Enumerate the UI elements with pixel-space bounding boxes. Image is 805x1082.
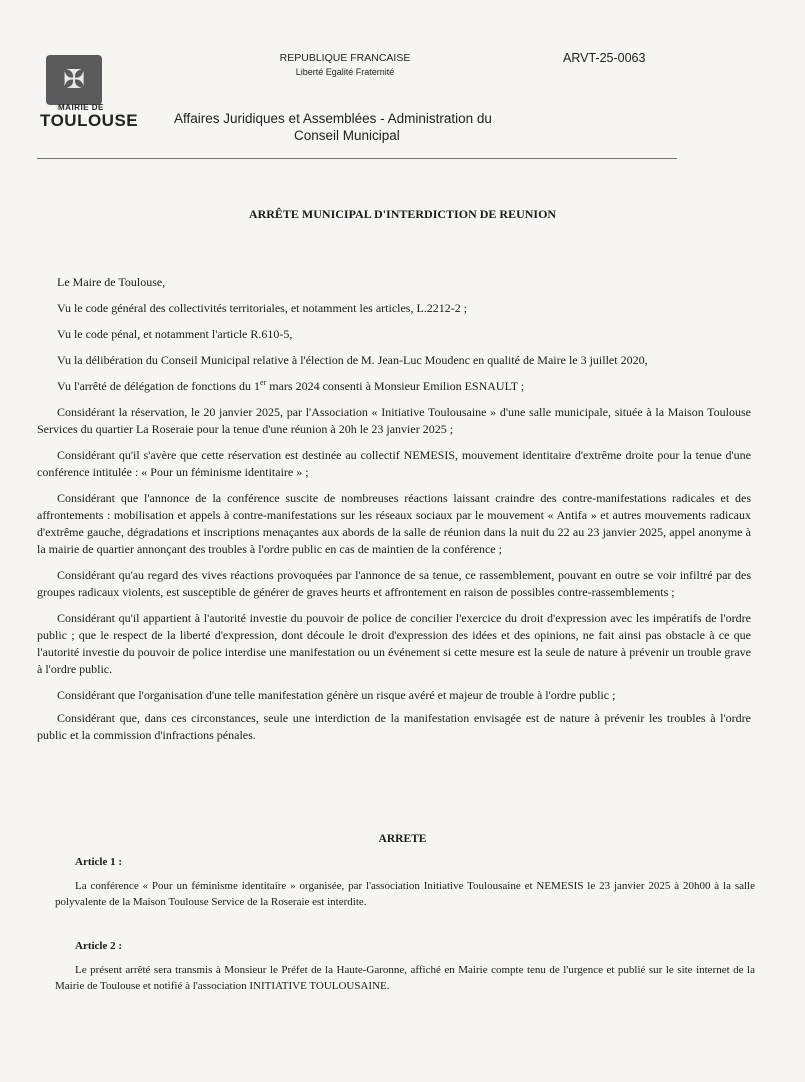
paragraph: Considérant qu'il s'avère que cette réservation est destinée au collectif NEMESIS, mouvement identitaire d'extrême droite pour la tenue d'une conférence intitulée : « Pour un féminisme identitaire » ; xyxy=(37,448,751,479)
paragraph: Considérant qu'au regard des vives réactions provoquées par l'annonce de sa tenue, ce rassemblement, pouvant en outre se voir infiltré par des groupes radicaux violents, est susceptible de générer de graves heurts et affrontement en raison de possibles contre-rassemblements ; xyxy=(37,568,751,599)
paragraph: Considérant que, dans ces circonstances, seule une interdiction de la manifestation envisagée est de nature à prévenir les troubles à l'ordre public et la commission d'infractions pénales. xyxy=(37,711,751,742)
paragraph: Vu le code général des collectivités territoriales, et notamment les articles, L.2212-2 ; xyxy=(57,301,468,315)
republic-block xyxy=(240,52,450,77)
paragraph: Vu la délibération du Conseil Municipal relative à l'élection de M. Jean-Luc Moudenc en qualité de Maire le 3 juillet 2020, xyxy=(57,353,648,367)
department-line-2: Conseil Municipal xyxy=(294,128,400,143)
occitan-cross-icon: ✠ xyxy=(46,55,102,105)
mairie-logo xyxy=(40,55,144,130)
paragraph: Considérant qu'il appartient à l'autorité investie du pouvoir de police de concilier l'exercice du droit d'expression avec les impératifs de l'ordre public ; que le respect de la liberté d'expression, dont découle le droit d'expression des idées et des opinions, ne fait ainsi pas obstacle à ce que l'autorité investie du pouvoir de police interdise une manifestation ou un événement si cette mesure est la seule de nature à prévenir un trouble grave à l'ordre public. xyxy=(37,611,751,676)
department-line-1: Affaires Juridiques et Assemblées - Administration du xyxy=(174,111,492,126)
department-heading xyxy=(174,110,554,144)
header-divider xyxy=(37,158,677,159)
paragraph: Considérant que l'annonce de la conférence suscite de nombreuses réactions laissant craindre des contre-manifestations radicales et des affrontements : mobilisation et appels à contre-manifestations sur les réseaux sociaux par le mouvement « Antifa » et autres mouvements radicaux d'extrême gauche, dégradations et inscriptions menaçantes aux abords de la salle de réunion dans la nuit du 22 au 23 janvier 2025, appel anonyme à la mairie de quartier annonçant des troubles à l'ordre public en cas de maintien de la conférence ; xyxy=(37,491,751,556)
paragraph: Considérant que l'organisation d'une telle manifestation génère un risque avéré et majeur de trouble à l'ordre public ; xyxy=(57,688,616,702)
articles-section xyxy=(55,854,755,994)
document-body xyxy=(37,274,751,753)
republic-motto: Liberté Egalité Fraternité xyxy=(295,67,395,77)
spacer xyxy=(55,910,755,938)
paragraph: Vu le code pénal, et notamment l'article R.610-5, xyxy=(57,327,293,341)
superscript: er xyxy=(260,378,267,387)
article-2-title: Article 2 : xyxy=(75,940,123,952)
logo-mairie-text: MAIRIE DE xyxy=(58,103,104,112)
article-1-title: Article 1 : xyxy=(75,856,123,868)
logo-city-text: TOULOUSE xyxy=(40,111,139,130)
paragraph: Considérant la réservation, le 20 janvier 2025, par l'Association « Initiative Toulousaine » d'une salle municipale, située à la Maison Toulouse Services du quartier La Roseraie pour la tenue d'une réunion à 20h le 23 janvier 2025 ; xyxy=(37,405,751,436)
document-reference: ARVT-25-0063 xyxy=(563,51,646,65)
republic-title: REPUBLIQUE FRANCAISE xyxy=(279,52,411,64)
paragraph-text: mars 2024 consenti à Monsieur Emilion ESNAULT ; xyxy=(266,379,525,393)
article-1-text: La conférence « Pour un féminisme identitaire » organisée, par l'association Initiative Toulousaine et NEMESIS le 23 janvier 2025 à 20h00 à la salle polyvalente de la Maison Toulouse Service de la Roseraie est interdite. xyxy=(55,880,755,908)
article-2-text: Le présent arrêté sera transmis à Monsieur le Préfet de la Haute-Garonne, affiché en Mairie compte tenu de l'urgence et publié sur le site internet de la Mairie de Toulouse et notifié à l'association INITIATIVE TOULOUSAINE. xyxy=(55,964,755,992)
arrete-heading: ARRETE xyxy=(378,833,427,845)
paragraph-text: Vu l'arrêté de délégation de fonctions du 1 xyxy=(57,379,261,393)
paragraph xyxy=(37,378,751,395)
paragraph: Le Maire de Toulouse, xyxy=(57,275,166,289)
document-title: ARRÊTE MUNICIPAL D'INTERDICTION DE REUNION xyxy=(248,207,557,221)
